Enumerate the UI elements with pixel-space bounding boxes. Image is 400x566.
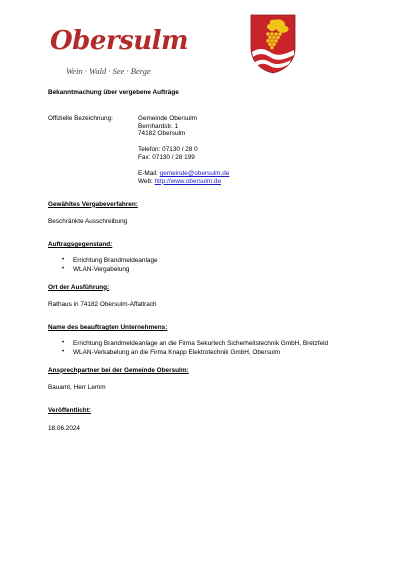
grape-icon (266, 32, 270, 36)
email-label: E-Mail: (138, 169, 158, 177)
page-title: Bekanntmachung über vergebene Aufträge (48, 89, 179, 96)
grape-icon (272, 36, 276, 40)
grape-icon (270, 46, 274, 50)
list-item: • WLAN-Verkabelung an die Firma Knapp Elektrotechnik GmbH, Obersulm (62, 349, 358, 357)
web-label: Web: (138, 177, 153, 185)
official-name-label: Offizielle Bezeichnung: (48, 114, 113, 122)
web-link[interactable]: http://www.obersulm.de (154, 177, 222, 185)
web-row (138, 178, 229, 186)
contact-title: Ansprechpartner bei der Gemeinde Obersulm: (48, 366, 189, 374)
grape-icon (270, 39, 274, 43)
logo-tagline: Wein · Wald · See · Berge (66, 66, 151, 76)
grape-icon (274, 32, 278, 36)
grape-icon (272, 42, 276, 46)
grape-icon (268, 42, 272, 46)
grape-icon (276, 36, 280, 40)
list-item: • Errichtung Brandmeldeanlage (62, 257, 358, 265)
list-item: • Errichtung Brandmeldeanlage an die Firma Sekurtech Sicherheitstechnik GmbH, Bretzfeld (62, 340, 358, 348)
grape-icon (278, 32, 282, 36)
subject-list (48, 257, 358, 274)
address-lines (138, 115, 229, 186)
list-item: • WLAN-Vergabelung (62, 266, 358, 274)
city: 74182 Obersulm (138, 130, 186, 138)
email-link[interactable]: gemeinde@obersulm.de (159, 169, 230, 177)
email-row (138, 170, 229, 178)
phone: Telefon: 07130 / 28 0 (138, 146, 198, 154)
contractors-list (48, 340, 358, 357)
grape-icon (274, 39, 278, 43)
street: Bernhardstr. 1 (138, 122, 179, 130)
location-text: Rathaus in 74182 Obersulm-Affaltrach (48, 301, 157, 309)
grape-icon (268, 36, 272, 40)
coat-of-arms-icon (250, 14, 296, 74)
official-name-block (48, 115, 358, 186)
published-title: Veröffentlicht: (48, 407, 91, 415)
obersulm-logo (50, 28, 200, 83)
logo-wordmark: Obersulm (50, 26, 188, 56)
contact-text: Bauamt, Herr Lemm (48, 384, 106, 392)
location-title: Ort der Ausführung: (48, 283, 110, 291)
subject-title: Auftragsgegenstand: (48, 241, 113, 249)
grape-icon (266, 39, 270, 43)
notice-content (48, 89, 358, 433)
contractors-title: Name des beauftragten Unternehmens: (48, 324, 168, 332)
fax: Fax: 07130 / 28 199 (138, 154, 195, 162)
org-name: Gemeinde Obersulm (138, 114, 197, 122)
published-date: 18.06.2024 (48, 425, 80, 433)
grape-icon (270, 32, 274, 36)
procedure-text: Beschränkte Ausschreibung (48, 218, 128, 226)
procedure-title: Gewähltes Vergabeverfahren: (48, 200, 138, 208)
